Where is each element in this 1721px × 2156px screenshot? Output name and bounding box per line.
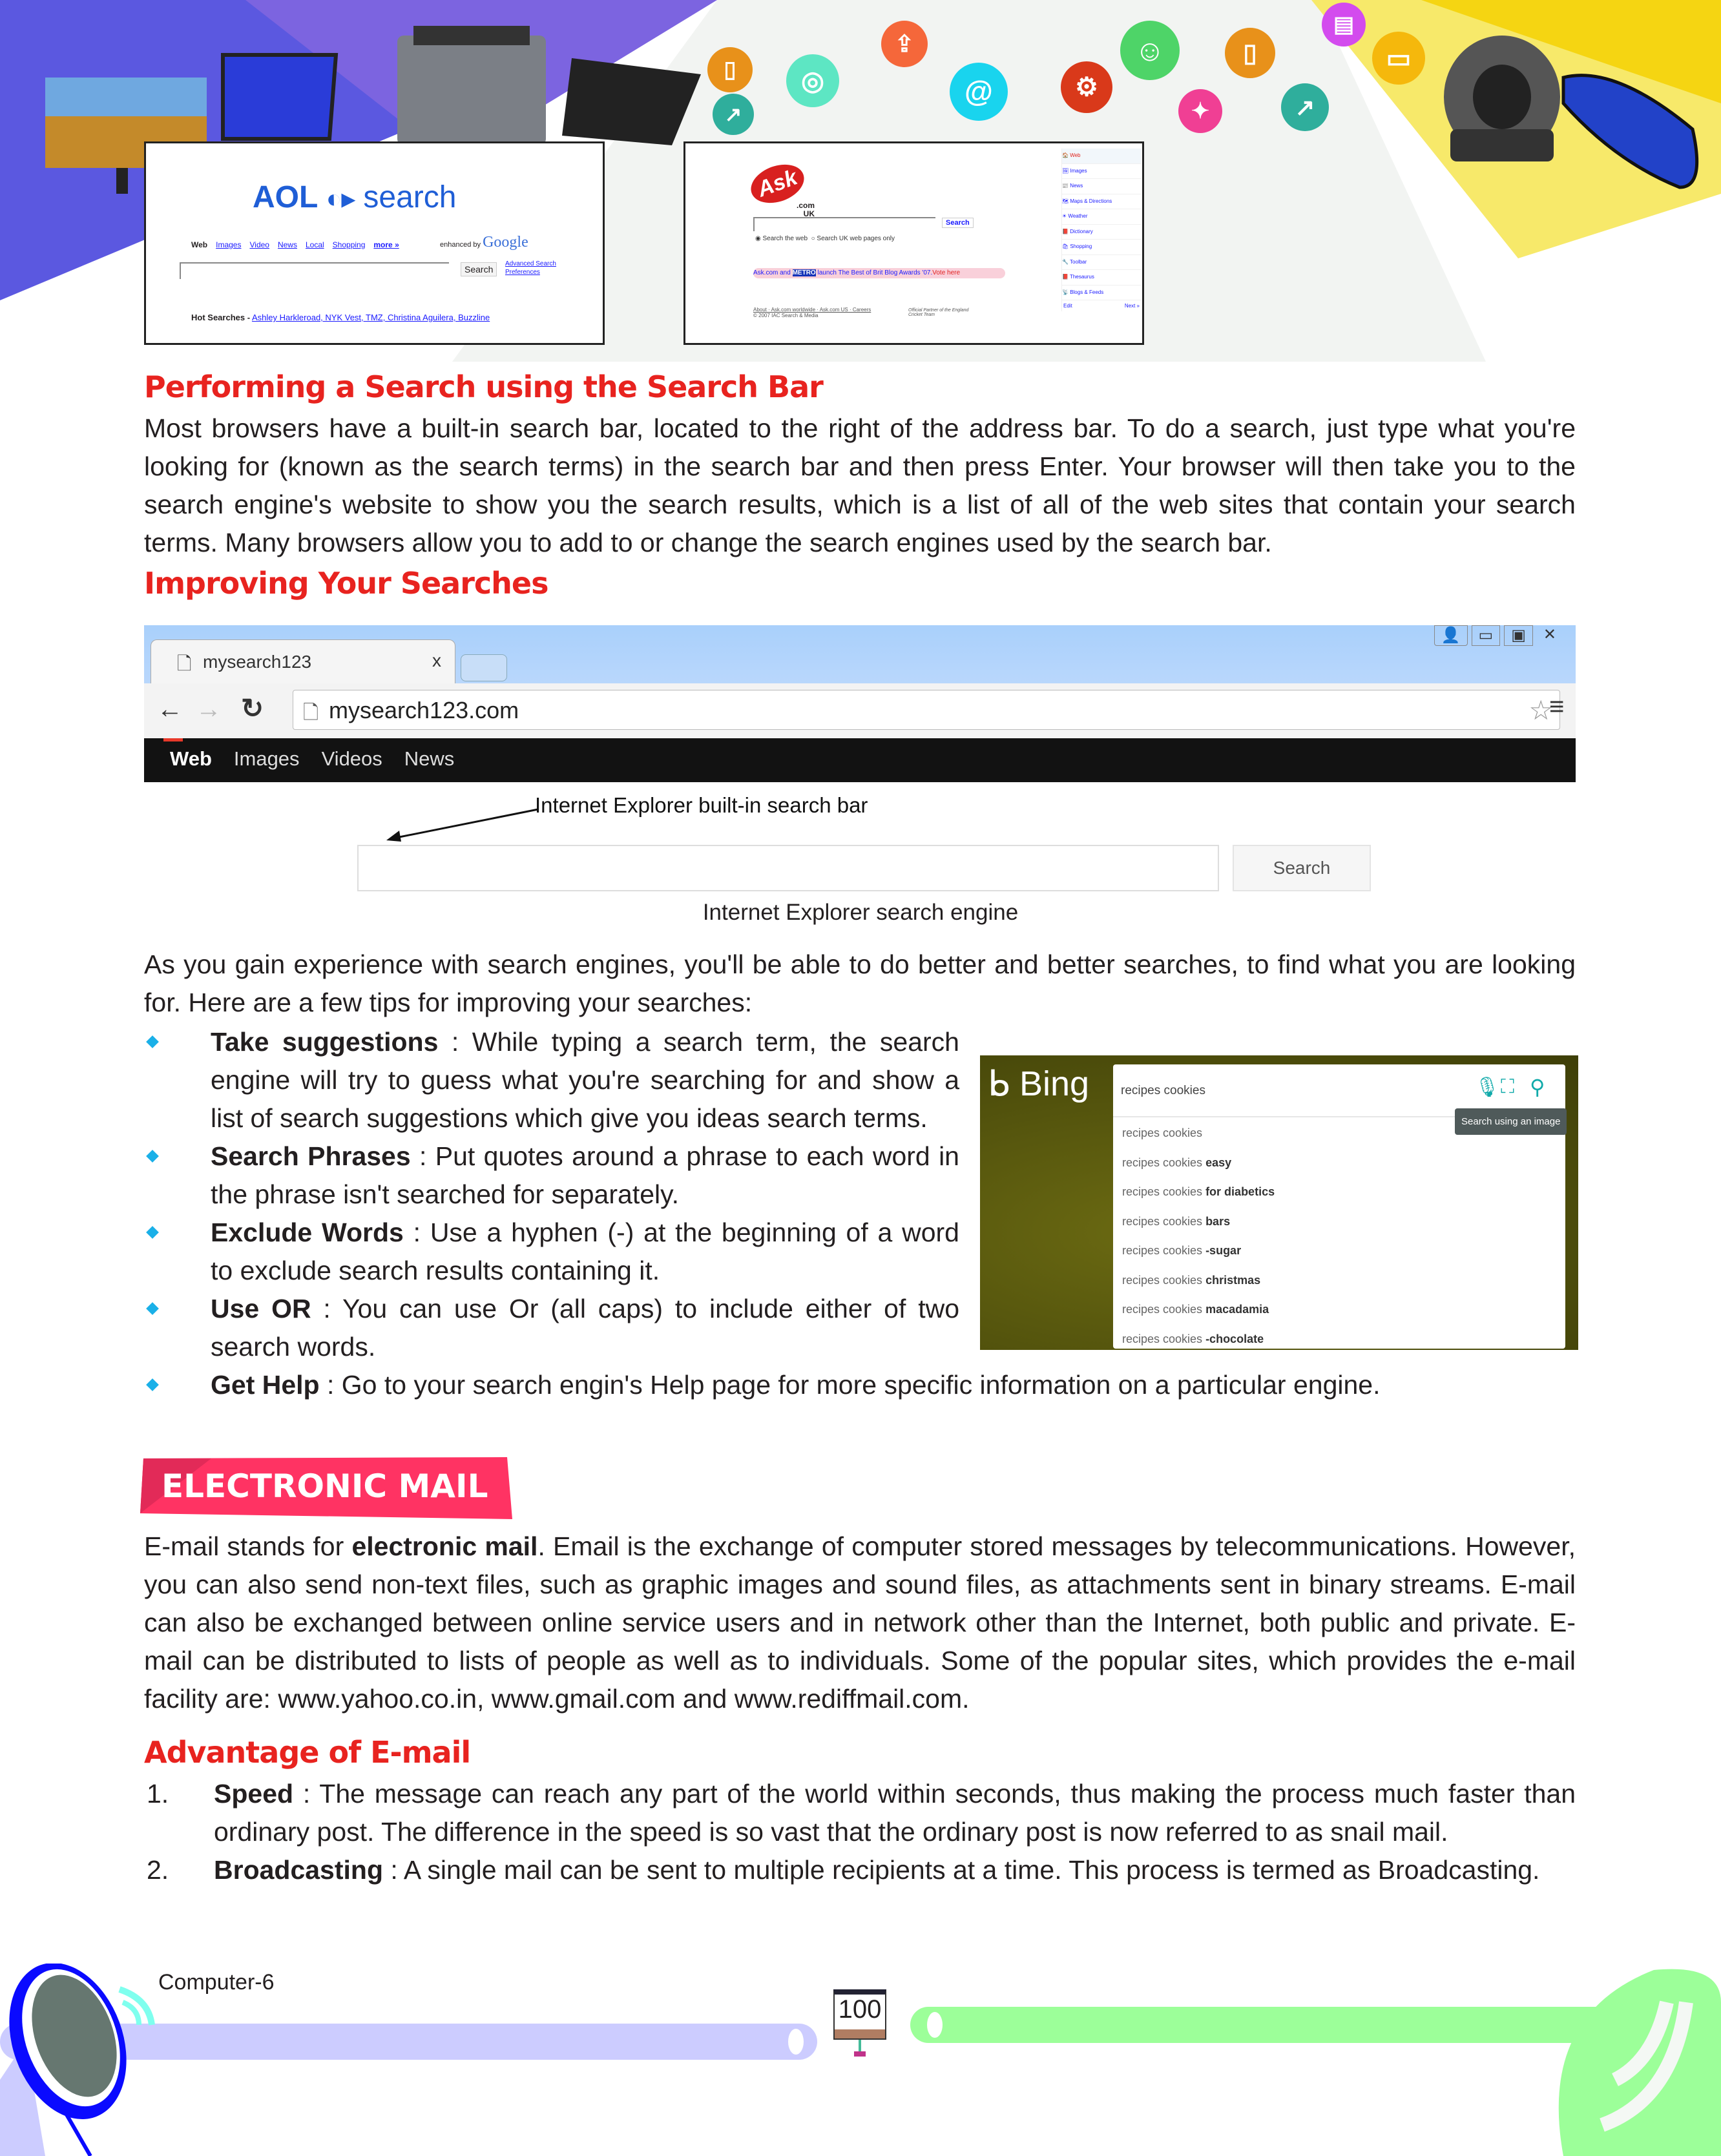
gamepad-icon: ✦ (1178, 89, 1222, 133)
sidebar-item-icon: 🖼 (1062, 167, 1070, 174)
hot-search-links[interactable]: Ashley Harkleroad, NYK Vest, TMZ, Christina Aguilera, Buzzline (251, 313, 490, 322)
aol-tab[interactable]: News (277, 240, 297, 249)
search-icon[interactable]: ⚲ (1530, 1075, 1545, 1099)
aol-search-button[interactable]: Search (461, 262, 497, 276)
close-window-icon[interactable]: ✕ (1543, 626, 1556, 643)
sidebar-item-icon: ☀ (1062, 213, 1069, 219)
page-number-box (833, 1989, 886, 2040)
tip-item: Use OR : You can use Or (all caps) to include either of two search words. (144, 1290, 959, 1366)
aol-logo-icon: ◐▸ (326, 185, 355, 213)
ask-sidebar-item[interactable]: 🔧 Toolbar (1062, 255, 1141, 271)
suggestion-item[interactable]: recipes cookies easy (1122, 1156, 1232, 1169)
printer-image (397, 36, 546, 145)
nav-videos[interactable]: Videos (321, 747, 382, 770)
ask-sidebar-item[interactable]: ☀ Weather (1062, 209, 1141, 225)
suggestion-item[interactable]: recipes cookies macadamia (1122, 1303, 1269, 1316)
bullet-icon (146, 1378, 159, 1391)
upload-icon: ⇪ (881, 21, 928, 67)
ask-footer-links[interactable]: About · Ask.com worldwide · Ask.com US · Careers (753, 307, 871, 313)
toolbar (144, 683, 1576, 738)
laptop-image (223, 55, 336, 139)
bullet-icon (146, 1150, 159, 1163)
browser-tab[interactable]: 🗋 mysearch123 x (151, 639, 455, 685)
nav-news[interactable]: News (404, 747, 455, 770)
search-input[interactable] (357, 845, 1219, 891)
improving-intro: As you gain experience with search engines, you'll be able to do better and better searches, to find what you are looking for. Here are a few tips for improving your searches: (144, 949, 1576, 1017)
mouse-icon: ▯ (1225, 28, 1275, 78)
ask-sidebar-item[interactable]: 🖼 Images (1062, 164, 1141, 180)
sidebar-item-icon: 📕 (1062, 228, 1070, 234)
aol-tab[interactable]: more » (373, 240, 399, 249)
radio-search-uk[interactable]: ○ Search UK web pages only (811, 235, 895, 242)
aol-tab[interactable]: Images (216, 240, 242, 249)
sidebar-item-icon: 📰 (1062, 183, 1070, 189)
annotation-label: Internet Explorer built-in search bar (535, 793, 868, 817)
user-icon[interactable]: 👤 (1434, 625, 1468, 646)
people-icon: ☺ (1120, 21, 1180, 80)
address-bar[interactable]: 🗋 mysearch123.com ☆ (293, 690, 1560, 730)
preferences-link[interactable]: Preferences (505, 269, 540, 276)
bing-logo-icon: ᖯ (988, 1064, 1010, 1103)
monitor-icon: ▭ (1372, 32, 1425, 85)
visual-search-icon[interactable]: ⛶ (1501, 1076, 1514, 1097)
ask-sidebar (1061, 149, 1141, 311)
maximize-icon[interactable]: ▣ (1504, 625, 1533, 646)
nav-web[interactable]: Web (170, 747, 212, 770)
ask-logo: Ask (746, 158, 809, 210)
sidebar-item-icon: 🗺 (1062, 198, 1070, 204)
aol-search-input[interactable] (180, 262, 449, 279)
hot-searches: Hot Searches - Ashley Harkleroad, NYK Vest, TMZ, Christina Aguilera, Buzzline (191, 313, 490, 322)
back-icon[interactable]: ← (157, 695, 183, 723)
heading-improving-searches: Improving Your Searches (144, 566, 548, 601)
suggestion-item[interactable]: recipes cookies bars (1122, 1214, 1231, 1228)
ask-sidebar-item[interactable]: 📕 Thesaurus (1062, 270, 1141, 285)
chart-icon: ↗ (713, 94, 754, 135)
tab-close-icon[interactable]: x (432, 650, 441, 670)
page-number: 100 (838, 1995, 882, 2024)
suggestion-item[interactable]: recipes cookies (1122, 1126, 1203, 1139)
advantages-list (144, 1775, 1576, 1889)
minimize-icon[interactable]: ▭ (1472, 625, 1501, 646)
suggestion-item[interactable]: recipes cookies -chocolate (1122, 1332, 1264, 1345)
email-paragraph: E-mail stands for electronic mail. Email is the exchange of computer stored messages by telecommunications. However, you can also send non-text files, such as graphic images and sound files, as attachments sent in binary streams. E-mail can also be exchanged between online service users and in network other than the Internet, both public and private. E-mail can be distributed to lists of people as well as to individuals. Some of the popular sites, which provides the e-mail facility are: www.yahoo.co.in, www.gmail.com and www.rediffmail.com. (144, 1531, 1576, 1714)
bing-logo: ᖯ Bing (988, 1064, 1090, 1103)
advantage-item: 2. Broadcasting : A single mail can be sent to multiple recipients at a time. This process is termed as Broadcasting. (147, 1855, 1540, 1885)
new-tab-button[interactable] (461, 654, 507, 681)
page-icon: 🗋 (303, 702, 319, 723)
bing-screenshot (980, 1055, 1578, 1350)
aol-logo: AOL ◐▸ search (253, 180, 457, 214)
suggestion-item[interactable]: recipes cookies christmas (1122, 1273, 1261, 1287)
aol-tab[interactable]: Shopping (332, 240, 366, 249)
mouse-icon: ▯ (707, 47, 753, 92)
aol-tabs (191, 240, 408, 249)
forward-icon[interactable]: → (196, 695, 222, 723)
ask-search-input[interactable] (753, 217, 935, 231)
book-title: Computer-6 (158, 1970, 275, 1995)
sidebar-item-icon: 🏠 (1062, 152, 1070, 158)
ask-next-link[interactable]: Next » (1124, 303, 1140, 309)
enhanced-by-google: enhanced by Google (440, 234, 528, 251)
microphone-icon[interactable]: 🎙 (1475, 1077, 1500, 1098)
sidebar-item-icon: 🛍 (1062, 244, 1070, 249)
search-bar-paragraph: Most browsers have a built-in search bar, located to the right of the address bar. To do a search, just type what you're looking for (known as the search terms) in the search bar and then press Enter. Your browser will then take you to the search engine's website to show you the search results, which is a list of all of the web sites that contain your search terms. Many browsers allow you to add to or change the search engines used by the search bar. (144, 413, 1576, 557)
bullet-icon (146, 1035, 159, 1048)
ask-search-button[interactable]: Search (942, 218, 974, 228)
radio-search-web[interactable]: ◉ Search the web (755, 235, 808, 242)
aol-tab[interactable]: Web (191, 240, 208, 249)
nav-images[interactable]: Images (233, 747, 300, 770)
sidebar-item-icon: 🔧 (1062, 258, 1070, 265)
reload-icon[interactable]: ↻ (241, 693, 264, 723)
annotation-arrow (383, 806, 545, 845)
search-button[interactable]: Search (1233, 845, 1371, 891)
globe-icon: ◎ (786, 54, 839, 107)
suggestion-item[interactable]: recipes cookies -sugar (1122, 1244, 1242, 1257)
window-controls (1434, 625, 1563, 646)
electronic-mail-heading: ELECTRONIC MAIL (162, 1467, 488, 1505)
aol-tab[interactable]: Local (305, 240, 324, 249)
folder-icon: ▤ (1322, 3, 1366, 47)
search-nav-bar (144, 738, 1576, 782)
advanced-search-link[interactable]: Advanced Search (505, 260, 556, 267)
bing-suggestions (1113, 1119, 1565, 1350)
bookmark-star-icon[interactable]: ☆ (1528, 695, 1553, 725)
ask-promo-banner[interactable]: Ask.com and METRO launch The Best of Brit Blog Awards '07.Vote here (753, 268, 1005, 278)
suggestion-item[interactable]: recipes cookies for diabetics (1122, 1185, 1275, 1198)
aol-search-screenshot (144, 141, 605, 345)
ask-sidebar-item[interactable]: 📰 News (1062, 179, 1141, 194)
chart-icon: ↗ (1281, 83, 1329, 131)
tip-item: Take suggestions : While typing a search term, the search engine will try to guess what you're searching for and show a list of search suggestions which give you ideas search terms. (144, 1023, 959, 1137)
bing-query[interactable]: recipes cookies (1121, 1084, 1205, 1097)
ask-search-screenshot: Ask .com UK Search ◉ Search the web ○ Search UK web pages only Ask.com and METRO launch The Best of Brit Blog Awards '07.Vote here About · Ask.com worldwide · Ask.com US · Careers © 2007 IAC Search & Media Official Partner of the England Cricket Team 🏠 Web 🖼 Images 📰 News 🗺 Maps & Directions ☀ Weather 📕 Dictionary 🛍 Shopping 🔧 Toolbar 📕 Thesaurus 📡 Blogs & Feeds Edit Next » (683, 141, 1144, 345)
bing-search-box (1113, 1064, 1565, 1349)
ask-sidebar-item[interactable]: 🏠 Web (1062, 149, 1141, 164)
browser-screenshot (144, 625, 1576, 893)
ecb-partner: Official Partner of the England Cricket Team (908, 308, 969, 317)
ask-sidebar-item[interactable]: 📕 Dictionary (1062, 225, 1141, 240)
heading-search-bar: Performing a Search using the Search Bar (144, 369, 823, 404)
gear-icon: ⚙ (1061, 61, 1112, 113)
tooltip: Search using an image (1455, 1108, 1567, 1135)
advantage-item: 1. Speed : The message can reach any part of the world within seconds, thus making the process much faster than ordinary post. The difference in the speed is so vast that the ordinary post is now referred to as snail mail. (147, 1779, 1576, 1847)
bullet-icon (146, 1226, 159, 1239)
browser-caption: Internet Explorer search engine (702, 900, 1019, 925)
ask-edit-link[interactable]: Edit (1063, 303, 1072, 309)
ask-sidebar-item[interactable]: 🛍 Shopping (1062, 240, 1141, 255)
at-icon: @ (950, 63, 1008, 121)
aol-tab[interactable]: Video (249, 240, 269, 249)
page-icon: 🗋 (177, 654, 192, 674)
sidebar-item-icon: 📡 (1062, 289, 1070, 295)
tip-item: Exclude Words : Use a hyphen (-) at the beginning of a word to exclude search results containing it. (144, 1214, 959, 1290)
tip-item: Get Help : Go to your search engin's Help page for more specific information on a particular engine. (144, 1366, 1576, 1404)
ask-sidebar-item[interactable]: 🗺 Maps & Directions (1062, 194, 1141, 210)
tip-item: Search Phrases : Put quotes around a phrase to each word in the phrase isn't searched for separately. (144, 1137, 959, 1214)
menu-icon[interactable]: ≡ (1549, 692, 1565, 721)
ask-sidebar-item[interactable]: 📡 Blogs & Feeds (1062, 285, 1141, 301)
heading-advantage-email: Advantage of E-mail (144, 1735, 471, 1770)
sidebar-item-icon: 📕 (1062, 274, 1070, 280)
bullet-icon (146, 1302, 159, 1315)
